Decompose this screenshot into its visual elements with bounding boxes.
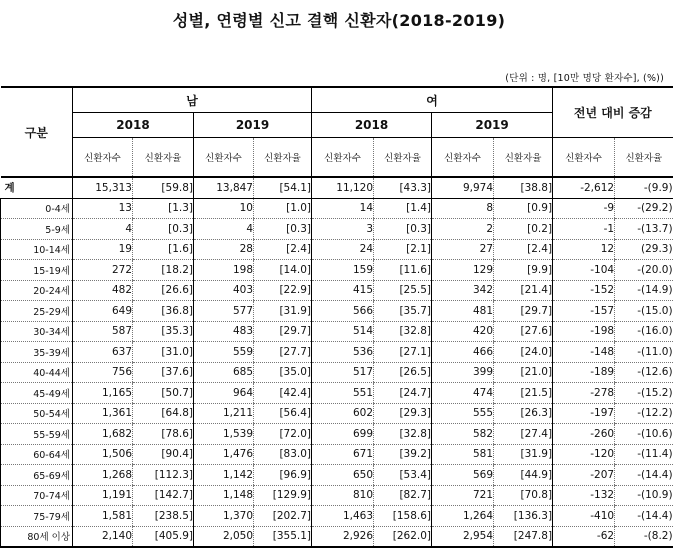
change-rate: -(14.4) bbox=[615, 506, 673, 527]
change-rate: -(16.0) bbox=[615, 321, 673, 342]
change-count: -120 bbox=[553, 444, 615, 465]
female-2019-rate: [44.9] bbox=[494, 465, 553, 486]
male-2018-rate: [1.3] bbox=[133, 198, 194, 219]
male-2018-rate: [0.3] bbox=[133, 219, 194, 240]
male-2018-count: 15,313 bbox=[73, 177, 133, 198]
male-2019-count: 1,370 bbox=[194, 506, 254, 527]
female-2018-count: 699 bbox=[312, 424, 374, 445]
female-2018-count: 24 bbox=[312, 239, 374, 260]
table-row bbox=[1, 424, 673, 445]
row-label: 45-49세 bbox=[1, 383, 73, 404]
header-male-2019: 2019 bbox=[194, 113, 312, 138]
male-2019-rate: [1.0] bbox=[254, 198, 312, 219]
female-2018-count: 1,463 bbox=[312, 506, 374, 527]
header-rate: 신환자율 bbox=[254, 138, 312, 178]
male-2018-count: 272 bbox=[73, 260, 133, 281]
male-2019-count: 4 bbox=[194, 219, 254, 240]
header-rate: 신환자율 bbox=[494, 138, 553, 178]
female-2019-count: 466 bbox=[432, 342, 494, 363]
male-2018-count: 1,165 bbox=[73, 383, 133, 404]
table-row bbox=[1, 444, 673, 465]
male-2018-rate: [142.7] bbox=[133, 485, 194, 506]
male-2018-count: 637 bbox=[73, 342, 133, 363]
female-2019-rate: [21.0] bbox=[494, 362, 553, 383]
male-2018-rate: [36.8] bbox=[133, 301, 194, 322]
row-label: 70-74세 bbox=[1, 485, 73, 506]
change-count: -148 bbox=[553, 342, 615, 363]
header-female-2018: 2018 bbox=[312, 113, 432, 138]
row-label: 80세 이상 bbox=[1, 526, 73, 547]
male-2019-count: 685 bbox=[194, 362, 254, 383]
change-rate: -(14.4) bbox=[615, 465, 673, 486]
row-label: 5-9세 bbox=[1, 219, 73, 240]
total-row bbox=[1, 177, 673, 198]
female-2018-count: 517 bbox=[312, 362, 374, 383]
female-2018-count: 566 bbox=[312, 301, 374, 322]
female-2018-rate: [39.2] bbox=[374, 444, 432, 465]
male-2018-count: 1,361 bbox=[73, 403, 133, 424]
header-count: 신환자수 bbox=[432, 138, 494, 178]
female-2019-count: 8 bbox=[432, 198, 494, 219]
male-2018-count: 4 bbox=[73, 219, 133, 240]
female-2018-rate: [11.6] bbox=[374, 260, 432, 281]
row-label: 40-44세 bbox=[1, 362, 73, 383]
male-2018-rate: [238.5] bbox=[133, 506, 194, 527]
header-male-2018: 2018 bbox=[73, 113, 194, 138]
female-2018-rate: [32.8] bbox=[374, 321, 432, 342]
change-count: -410 bbox=[553, 506, 615, 527]
header-male: 남 bbox=[73, 87, 312, 113]
male-2019-count: 559 bbox=[194, 342, 254, 363]
change-count: -260 bbox=[553, 424, 615, 445]
row-label: 35-39세 bbox=[1, 342, 73, 363]
change-rate: -(10.6) bbox=[615, 424, 673, 445]
female-2018-rate: [32.8] bbox=[374, 424, 432, 445]
header-female: 여 bbox=[312, 87, 553, 113]
female-2019-rate: [26.3] bbox=[494, 403, 553, 424]
female-2018-count: 3 bbox=[312, 219, 374, 240]
male-2018-rate: [1.6] bbox=[133, 239, 194, 260]
header-rate: 신환자율 bbox=[615, 138, 673, 178]
table-row bbox=[1, 342, 673, 363]
statistics-table bbox=[0, 86, 673, 548]
female-2019-count: 9,974 bbox=[432, 177, 494, 198]
change-count: -2,612 bbox=[553, 177, 615, 198]
male-2018-count: 1,191 bbox=[73, 485, 133, 506]
change-rate: -(13.7) bbox=[615, 219, 673, 240]
change-count: -189 bbox=[553, 362, 615, 383]
change-rate: -(12.6) bbox=[615, 362, 673, 383]
female-2019-count: 569 bbox=[432, 465, 494, 486]
female-2018-rate: [2.1] bbox=[374, 239, 432, 260]
header-female-2019: 2019 bbox=[432, 113, 553, 138]
table-row bbox=[1, 198, 673, 219]
female-2018-count: 650 bbox=[312, 465, 374, 486]
female-2019-count: 27 bbox=[432, 239, 494, 260]
female-2018-rate: [26.5] bbox=[374, 362, 432, 383]
male-2019-rate: [83.0] bbox=[254, 444, 312, 465]
female-2019-rate: [0.2] bbox=[494, 219, 553, 240]
male-2019-count: 483 bbox=[194, 321, 254, 342]
row-label: 65-69세 bbox=[1, 465, 73, 486]
male-2019-count: 2,050 bbox=[194, 526, 254, 547]
row-label: 60-64세 bbox=[1, 444, 73, 465]
male-2018-rate: [90.4] bbox=[133, 444, 194, 465]
female-2019-rate: [2.4] bbox=[494, 239, 553, 260]
male-2018-rate: [59.8] bbox=[133, 177, 194, 198]
female-2018-count: 810 bbox=[312, 485, 374, 506]
change-count: -197 bbox=[553, 403, 615, 424]
male-2018-rate: [26.6] bbox=[133, 280, 194, 301]
female-2019-rate: [136.3] bbox=[494, 506, 553, 527]
male-2019-count: 198 bbox=[194, 260, 254, 281]
male-2019-rate: [31.9] bbox=[254, 301, 312, 322]
female-2018-rate: [29.3] bbox=[374, 403, 432, 424]
female-2019-count: 342 bbox=[432, 280, 494, 301]
change-count: -132 bbox=[553, 485, 615, 506]
table-row bbox=[1, 239, 673, 260]
change-rate: -(20.0) bbox=[615, 260, 673, 281]
table-row bbox=[1, 403, 673, 424]
row-label: 30-34세 bbox=[1, 321, 73, 342]
male-2018-count: 2,140 bbox=[73, 526, 133, 547]
change-rate: (29.3) bbox=[615, 239, 673, 260]
male-2019-count: 10 bbox=[194, 198, 254, 219]
female-2018-count: 602 bbox=[312, 403, 374, 424]
female-2018-count: 514 bbox=[312, 321, 374, 342]
change-rate: -(12.2) bbox=[615, 403, 673, 424]
header-rate: 신환자율 bbox=[374, 138, 432, 178]
male-2019-rate: [14.0] bbox=[254, 260, 312, 281]
female-2019-count: 1,264 bbox=[432, 506, 494, 527]
page-title: 성별, 연령별 신고 결핵 신환자(2018-2019) bbox=[172, 11, 506, 30]
male-2019-rate: [0.3] bbox=[254, 219, 312, 240]
female-2018-rate: [43.3] bbox=[374, 177, 432, 198]
female-2019-count: 474 bbox=[432, 383, 494, 404]
row-label: 10-14세 bbox=[1, 239, 73, 260]
table-row bbox=[1, 260, 673, 281]
male-2019-count: 577 bbox=[194, 301, 254, 322]
change-rate: -(10.9) bbox=[615, 485, 673, 506]
unit-note: (단위 : 명, [10만 명당 환자수], (%)) bbox=[505, 73, 664, 84]
female-2018-rate: [0.3] bbox=[374, 219, 432, 240]
change-rate: -(11.4) bbox=[615, 444, 673, 465]
table-row bbox=[1, 485, 673, 506]
table-row bbox=[1, 465, 673, 486]
female-2019-count: 582 bbox=[432, 424, 494, 445]
change-count: 12 bbox=[553, 239, 615, 260]
female-2018-rate: [82.7] bbox=[374, 485, 432, 506]
male-2018-count: 1,682 bbox=[73, 424, 133, 445]
male-2019-rate: [129.9] bbox=[254, 485, 312, 506]
female-2018-rate: [158.6] bbox=[374, 506, 432, 527]
female-2019-rate: [29.7] bbox=[494, 301, 553, 322]
male-2018-count: 756 bbox=[73, 362, 133, 383]
row-label: 15-19세 bbox=[1, 260, 73, 281]
row-label: 0-4세 bbox=[1, 198, 73, 219]
male-2019-rate: [35.0] bbox=[254, 362, 312, 383]
male-2019-rate: [202.7] bbox=[254, 506, 312, 527]
change-count: -104 bbox=[553, 260, 615, 281]
change-count: -62 bbox=[553, 526, 615, 547]
male-2019-rate: [355.1] bbox=[254, 526, 312, 547]
male-2018-rate: [78.6] bbox=[133, 424, 194, 445]
change-count: -207 bbox=[553, 465, 615, 486]
female-2019-rate: [27.6] bbox=[494, 321, 553, 342]
female-2018-count: 11,120 bbox=[312, 177, 374, 198]
male-2018-rate: [37.6] bbox=[133, 362, 194, 383]
female-2019-rate: [0.9] bbox=[494, 198, 553, 219]
female-2018-count: 159 bbox=[312, 260, 374, 281]
change-count: -198 bbox=[553, 321, 615, 342]
header-count: 신환자수 bbox=[73, 138, 133, 178]
male-2018-count: 1,268 bbox=[73, 465, 133, 486]
female-2019-rate: [21.4] bbox=[494, 280, 553, 301]
female-2019-count: 129 bbox=[432, 260, 494, 281]
female-2019-count: 2,954 bbox=[432, 526, 494, 547]
table-row bbox=[1, 321, 673, 342]
male-2018-count: 1,506 bbox=[73, 444, 133, 465]
male-2018-rate: [112.3] bbox=[133, 465, 194, 486]
male-2019-rate: [2.4] bbox=[254, 239, 312, 260]
row-label: 50-54세 bbox=[1, 403, 73, 424]
header-rate: 신환자율 bbox=[133, 138, 194, 178]
female-2019-rate: [21.5] bbox=[494, 383, 553, 404]
change-rate: -(15.2) bbox=[615, 383, 673, 404]
female-2018-rate: [35.7] bbox=[374, 301, 432, 322]
female-2018-rate: [25.5] bbox=[374, 280, 432, 301]
male-2019-rate: [72.0] bbox=[254, 424, 312, 445]
male-2019-count: 1,148 bbox=[194, 485, 254, 506]
table-row bbox=[1, 301, 673, 322]
male-2018-rate: [31.0] bbox=[133, 342, 194, 363]
female-2018-rate: [53.4] bbox=[374, 465, 432, 486]
male-2019-count: 1,211 bbox=[194, 403, 254, 424]
table-row bbox=[1, 219, 673, 240]
male-2018-count: 19 bbox=[73, 239, 133, 260]
row-label: 25-29세 bbox=[1, 301, 73, 322]
female-2019-count: 2 bbox=[432, 219, 494, 240]
male-2018-count: 1,581 bbox=[73, 506, 133, 527]
male-2018-rate: [405.9] bbox=[133, 526, 194, 547]
change-count: -152 bbox=[553, 280, 615, 301]
male-2019-count: 28 bbox=[194, 239, 254, 260]
female-2018-count: 551 bbox=[312, 383, 374, 404]
male-2018-rate: [35.3] bbox=[133, 321, 194, 342]
male-2019-rate: [29.7] bbox=[254, 321, 312, 342]
row-label: 55-59세 bbox=[1, 424, 73, 445]
male-2019-rate: [54.1] bbox=[254, 177, 312, 198]
male-2019-rate: [42.4] bbox=[254, 383, 312, 404]
male-2019-rate: [96.9] bbox=[254, 465, 312, 486]
female-2018-count: 415 bbox=[312, 280, 374, 301]
male-2019-rate: [56.4] bbox=[254, 403, 312, 424]
male-2018-count: 587 bbox=[73, 321, 133, 342]
change-count: -9 bbox=[553, 198, 615, 219]
table-row bbox=[1, 280, 673, 301]
female-2018-count: 2,926 bbox=[312, 526, 374, 547]
table-row bbox=[1, 383, 673, 404]
male-2018-count: 482 bbox=[73, 280, 133, 301]
male-2019-rate: [27.7] bbox=[254, 342, 312, 363]
female-2018-count: 14 bbox=[312, 198, 374, 219]
female-2019-rate: [24.0] bbox=[494, 342, 553, 363]
female-2019-count: 420 bbox=[432, 321, 494, 342]
female-2019-rate: [247.8] bbox=[494, 526, 553, 547]
change-rate: -(9.9) bbox=[615, 177, 673, 198]
change-rate: -(14.9) bbox=[615, 280, 673, 301]
change-count: -278 bbox=[553, 383, 615, 404]
header-change: 전년 대비 증감 bbox=[553, 87, 673, 138]
header-count: 신환자수 bbox=[194, 138, 254, 178]
female-2019-rate: [31.9] bbox=[494, 444, 553, 465]
change-count: -1 bbox=[553, 219, 615, 240]
female-2019-count: 581 bbox=[432, 444, 494, 465]
male-2018-count: 13 bbox=[73, 198, 133, 219]
change-rate: -(11.0) bbox=[615, 342, 673, 363]
row-label: 계 bbox=[1, 177, 73, 198]
change-rate: -(8.2) bbox=[615, 526, 673, 547]
header-category: 구분 bbox=[1, 87, 73, 177]
male-2018-count: 649 bbox=[73, 301, 133, 322]
female-2018-rate: [24.7] bbox=[374, 383, 432, 404]
change-rate: -(29.2) bbox=[615, 198, 673, 219]
male-2019-count: 1,142 bbox=[194, 465, 254, 486]
change-count: -157 bbox=[553, 301, 615, 322]
male-2019-count: 13,847 bbox=[194, 177, 254, 198]
male-2018-rate: [64.8] bbox=[133, 403, 194, 424]
female-2019-rate: [9.9] bbox=[494, 260, 553, 281]
female-2019-count: 721 bbox=[432, 485, 494, 506]
male-2018-rate: [50.7] bbox=[133, 383, 194, 404]
female-2019-count: 555 bbox=[432, 403, 494, 424]
male-2019-count: 964 bbox=[194, 383, 254, 404]
table-row bbox=[1, 362, 673, 383]
female-2018-rate: [262.0] bbox=[374, 526, 432, 547]
male-2018-rate: [18.2] bbox=[133, 260, 194, 281]
female-2019-count: 399 bbox=[432, 362, 494, 383]
female-2018-rate: [27.1] bbox=[374, 342, 432, 363]
female-2018-rate: [1.4] bbox=[374, 198, 432, 219]
row-label: 75-79세 bbox=[1, 506, 73, 527]
header-count: 신환자수 bbox=[312, 138, 374, 178]
female-2019-rate: [38.8] bbox=[494, 177, 553, 198]
male-2019-count: 1,476 bbox=[194, 444, 254, 465]
male-2019-count: 403 bbox=[194, 280, 254, 301]
female-2018-count: 671 bbox=[312, 444, 374, 465]
change-rate: -(15.0) bbox=[615, 301, 673, 322]
header-count: 신환자수 bbox=[553, 138, 615, 178]
female-2018-count: 536 bbox=[312, 342, 374, 363]
male-2019-rate: [22.9] bbox=[254, 280, 312, 301]
row-label: 20-24세 bbox=[1, 280, 73, 301]
male-2019-count: 1,539 bbox=[194, 424, 254, 445]
female-2019-rate: [70.8] bbox=[494, 485, 553, 506]
female-2019-count: 481 bbox=[432, 301, 494, 322]
female-2019-rate: [27.4] bbox=[494, 424, 553, 445]
table-row bbox=[1, 526, 673, 547]
